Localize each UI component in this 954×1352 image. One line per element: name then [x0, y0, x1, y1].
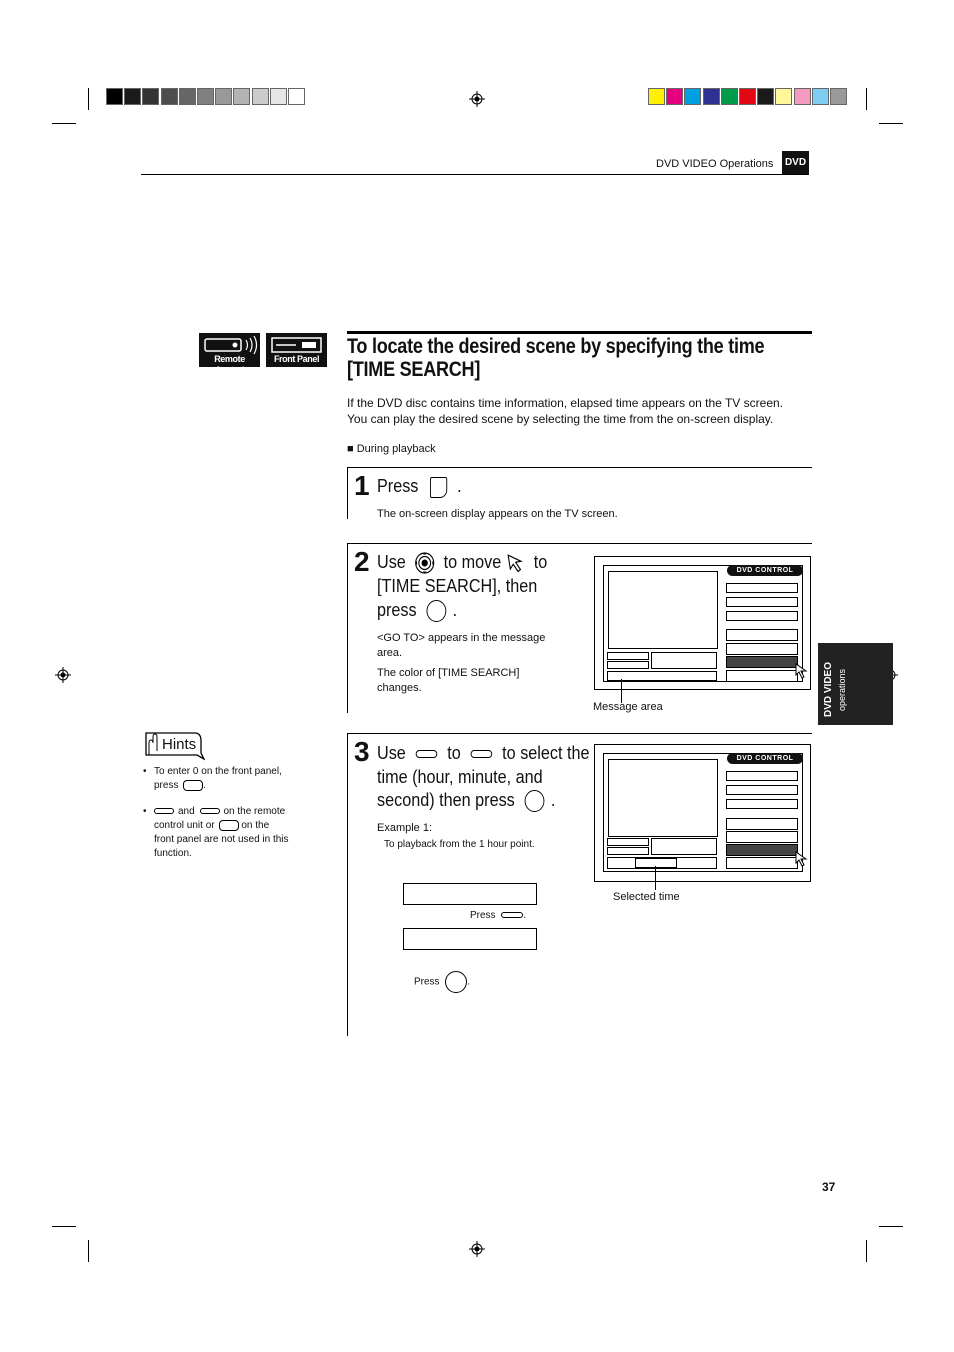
step1-instruction [377, 474, 462, 498]
osd-row [726, 597, 798, 607]
dvd-tag: DVD [782, 151, 809, 175]
step2-line2: [TIME SEARCH], then [377, 576, 538, 596]
step2-period: . [452, 600, 458, 620]
color-swatch [197, 88, 214, 105]
color-swatch [721, 88, 738, 105]
color-swatch [794, 88, 811, 105]
step2-to-move: to move [443, 552, 502, 572]
hints-title: Hints [162, 736, 197, 753]
registration-mark-icon [55, 667, 71, 683]
hint-bullet: • [143, 766, 147, 777]
osd-time-search-row [726, 844, 798, 856]
page-title-line1: To locate the desired scene by specifying the time [347, 335, 765, 358]
osd-status [607, 838, 649, 846]
color-swatch [124, 88, 141, 105]
hint-bullet: • [143, 806, 147, 817]
registration-mark-icon [469, 1241, 485, 1257]
pointer-arrow-icon [795, 851, 809, 867]
color-swatch [252, 88, 269, 105]
hint2-line4: function. [154, 848, 192, 859]
step2-rule [347, 543, 812, 544]
hint2-on-the: on the [241, 820, 270, 831]
color-swatch [684, 88, 701, 105]
osd-status [607, 847, 649, 855]
step2-note2 [377, 666, 582, 696]
step3-to: to [447, 743, 461, 763]
step2-to: to [533, 552, 548, 572]
side-tab-subtitle: operations [837, 668, 847, 711]
osd-row [726, 771, 798, 781]
step1-number: 1 [354, 470, 370, 501]
crop-mark [879, 1226, 903, 1227]
step2-use: Use [377, 552, 406, 572]
step2-number: 2 [354, 546, 370, 577]
osd-row [726, 583, 798, 593]
intro-line2: You can play the desired scene by selecting the time from the on-screen display. [347, 412, 774, 426]
press-label: Press [470, 910, 496, 921]
cursor-joystick-icon [414, 551, 436, 575]
hint-item-1: • To enter 0 on the front panel, press . [143, 765, 333, 793]
step2-press: press [377, 600, 417, 620]
time-entry-box [403, 883, 537, 905]
step2-note2-line2: changes. [377, 682, 422, 694]
intro-line1: If the DVD disc contains time information, elapsed time appears on the TV screen. [347, 396, 783, 410]
hint1-press: press [154, 780, 179, 791]
press-number-hint [470, 909, 526, 923]
pointer-arrow-icon [508, 552, 528, 574]
intro-text [347, 395, 812, 427]
page-title-line2: [TIME SEARCH] [347, 358, 481, 381]
color-swatch [775, 88, 792, 105]
color-swatch [666, 88, 683, 105]
osd-info [651, 652, 717, 669]
zero-button-icon [183, 780, 203, 791]
step3-tv-screen [594, 744, 811, 882]
color-swatch [142, 88, 159, 105]
osd-video-window [608, 759, 718, 837]
color-swatch [233, 88, 250, 105]
enter-button-icon [427, 600, 447, 622]
crop-mark [866, 1240, 867, 1262]
crop-mark [88, 1240, 89, 1262]
step2-bar [347, 543, 348, 713]
example-description: To playback from the 1 hour point. [384, 839, 535, 850]
hint2-and: and [178, 806, 195, 817]
step3-bar [347, 733, 348, 1036]
title-rule [347, 331, 812, 334]
osd-row [726, 643, 798, 655]
message-area-callout: Message area [593, 701, 663, 713]
osd-row [726, 818, 798, 830]
step3-line3-text: second) then press [377, 790, 515, 810]
press-label: Press [414, 976, 440, 988]
step2-tv-screen [594, 556, 811, 690]
step3-rule [347, 733, 812, 734]
color-swatch [288, 88, 305, 105]
osd-status [607, 652, 649, 660]
step2-note1-line2: area. [377, 647, 403, 659]
crop-mark [866, 88, 867, 110]
enter-button-icon [525, 790, 545, 812]
color-swatch [179, 88, 196, 105]
color-swatch [648, 88, 665, 105]
step3-period: . [550, 790, 556, 810]
osd-status [607, 661, 649, 669]
number-button-icon [200, 808, 220, 814]
step2-note1-line1: <GO TO> appears in the message [377, 632, 546, 644]
registration-mark-icon [469, 91, 485, 107]
header-rule [141, 174, 809, 175]
color-swatch [739, 88, 756, 105]
osd-row [726, 799, 798, 809]
osd-row [726, 857, 798, 869]
step3-number: 3 [354, 736, 370, 767]
color-swatch [757, 88, 774, 105]
color-swatch [812, 88, 829, 105]
osd-row [726, 611, 798, 621]
color-swatch [830, 88, 847, 105]
step3-use: Use [377, 743, 406, 763]
osd-row [726, 831, 798, 843]
front-panel-badge [266, 333, 327, 367]
crop-mark [88, 88, 89, 110]
hint2-line3: front panel are not used in this [154, 834, 289, 845]
example-label: Example 1: [377, 822, 433, 834]
crop-mark [52, 123, 76, 124]
color-swatch [215, 88, 232, 105]
color-swatch [703, 88, 720, 105]
press-period: . [467, 976, 471, 988]
step1-bar [347, 467, 348, 519]
condition-label: ■ During playback [347, 443, 436, 455]
step3-line1 [377, 741, 590, 765]
front-panel-label: Front Panel [273, 354, 320, 364]
press-period: . [523, 910, 527, 921]
selected-time-callout: Selected time [613, 891, 680, 903]
enter-button-icon [445, 971, 467, 993]
osd-selected-time [635, 858, 677, 868]
osd-video-window [608, 571, 718, 649]
step3-to-select: to select the [502, 743, 590, 763]
hint-item-2 [143, 805, 333, 861]
osd-message-area [607, 671, 717, 681]
number-button-icon [154, 808, 174, 814]
remote-control-label: Remote Control [214, 354, 245, 375]
crop-mark [52, 1226, 76, 1227]
side-tab-title: DVD VIDEO [823, 661, 834, 717]
osd-info [651, 838, 717, 855]
osd-row [726, 785, 798, 795]
on-screen-button-icon [430, 477, 447, 498]
section-label: DVD VIDEO Operations [656, 158, 774, 170]
hints-badge [143, 731, 205, 761]
color-swatch [161, 88, 178, 105]
crop-mark [879, 123, 903, 124]
pointer-arrow-icon [795, 663, 809, 679]
selected-time-leader [655, 866, 656, 890]
time-entry-box [403, 928, 537, 950]
osd-title: DVD CONTROL [727, 753, 803, 764]
page-number: 37 [822, 1180, 836, 1194]
step2-line1 [377, 550, 547, 575]
remote-control-badge [199, 333, 260, 375]
osd-title: DVD CONTROL [727, 565, 803, 576]
number-button-icon [471, 750, 493, 758]
osd-time-search-row [726, 656, 798, 668]
step2-line3 [377, 598, 457, 622]
hint2-line2: control unit or [154, 820, 215, 831]
step2-note2-line1: The color of [TIME SEARCH] [377, 667, 520, 679]
step3-line2: time (hour, minute, and [377, 767, 543, 787]
step2-note1 [377, 631, 582, 661]
osd-row [726, 629, 798, 641]
number-button-icon [416, 750, 438, 758]
step1-period: . [457, 476, 462, 496]
number-button-icon [501, 912, 523, 918]
step1-rule [347, 467, 812, 468]
press-enter-hint [414, 971, 470, 993]
hint2-line1: on the remote [223, 806, 286, 817]
step1-press: Press [377, 476, 419, 496]
color-swatch [270, 88, 287, 105]
step3-line3 [377, 788, 555, 812]
step1-note: The on-screen display appears on the TV screen. [377, 508, 618, 520]
side-tab [818, 643, 893, 725]
hint1-line1: To enter 0 on the front panel, [154, 766, 282, 777]
osd-row [726, 670, 798, 682]
front-button-icon [219, 820, 239, 831]
color-swatch [106, 88, 123, 105]
